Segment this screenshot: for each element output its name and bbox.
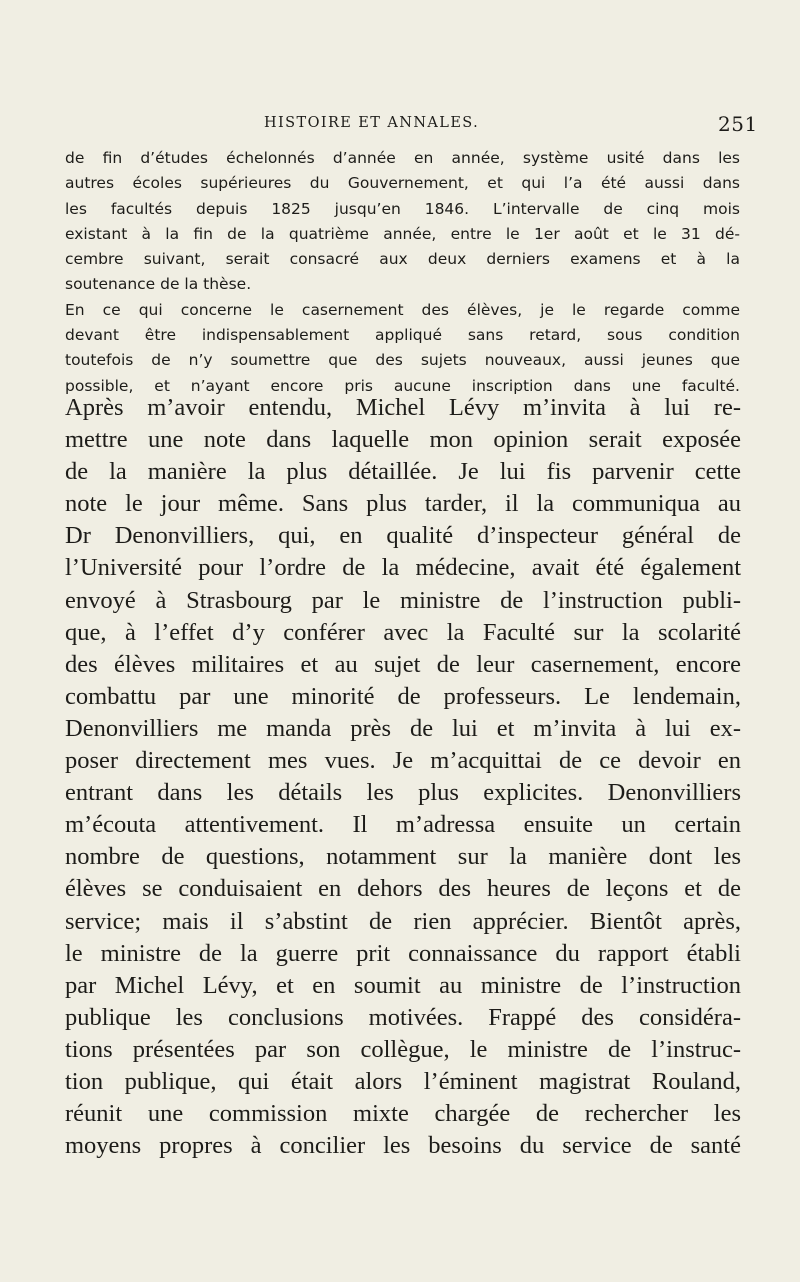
text-line: que, à l’effet d’y conférer avec la Faculté sur la scolarité [65, 618, 741, 646]
text-line: publique les conclusions motivées. Frappé des considéra- [65, 1003, 741, 1031]
text-line: les facultés depuis 1825 jusqu’en 1846. L’intervalle de cinq mois [65, 199, 740, 218]
text-line: par Michel Lévy, et en soumit au ministre de l’instruction [65, 971, 741, 999]
text-line: entrant dans les détails les plus explicites. Denonvilliers [65, 779, 741, 807]
text-line: des élèves militaires et au sujet de leur casernement, encore [65, 650, 741, 678]
text-line: l’Université pour l’ordre de la médecine, avait été également [65, 554, 741, 582]
main-paragraph [65, 392, 741, 1162]
text-line: existant à la fin de la quatrième année, entre le 1er août et le 31 dé- [65, 224, 740, 243]
text-line: tion publique, qui était alors l’éminent magistrat Rouland, [65, 1067, 741, 1095]
text-line: élèves se conduisaient en dehors des heures de leçons et de [65, 875, 741, 903]
running-title: HISTOIRE ET ANNALES. [264, 115, 480, 131]
text-line: moyens propres à concilier les besoins du service de santé [65, 1132, 741, 1160]
text-line: Après m’avoir entendu, Michel Lévy m’invita à lui re- [65, 394, 741, 421]
text-line: Denonvilliers me manda près de lui et m’invita à lui ex- [65, 714, 741, 742]
page-header [0, 112, 800, 139]
text-line: note le jour même. Sans plus tarder, il la communiqua au [65, 490, 741, 518]
text-line: devant être indispensablement appliqué sans retard, sous condition [65, 326, 740, 345]
text-line: toutefois de n’y soumettre que des sujets nouveaux, aussi jeunes que [65, 351, 740, 370]
small-print-section [65, 146, 740, 399]
text-line: mettre une note dans laquelle mon opinion serait exposée [65, 426, 741, 454]
text-line: le ministre de la guerre prit connaissance du rapport établi [65, 939, 741, 967]
text-line: Dr Denonvilliers, qui, en qualité d’inspecteur général de [65, 522, 741, 550]
text-line: nombre de questions, notamment sur la manière dont les [65, 843, 741, 871]
text-line: En ce qui concerne le casernement des élèves, je le regarde comme [65, 300, 740, 319]
text-line: soutenance de la thèse. [65, 275, 252, 294]
text-line: de fin d’études échelonnés d’année en année, système usité dans les [65, 149, 740, 167]
text-line: cembre suivant, serait consacré aux deux derniers examens et à la [65, 250, 740, 269]
text-line: tions présentées par son collègue, le ministre de l’instruc- [65, 1035, 741, 1063]
small-paragraph-1 [65, 146, 740, 298]
text-line: envoyé à Strasbourg par le ministre de l’instruction publi- [65, 586, 741, 614]
small-paragraph-2 [65, 298, 740, 399]
text-line: autres écoles supérieures du Gouvernement, et qui l’a été aussi dans [65, 174, 740, 193]
text-line: possible, et n’ayant encore pris aucune inscription dans une faculté. [65, 376, 740, 395]
text-line: poser directement mes vues. Je m’acquittai de ce devoir en [65, 747, 741, 775]
page-number: 251 [718, 112, 758, 136]
text-line: de la manière la plus détaillée. Je lui fis parvenir cette [65, 458, 741, 486]
text-line: m’écouta attentivement. Il m’adressa ensuite un certain [65, 811, 741, 839]
text-line: combattu par une minorité de professeurs. Le lendemain, [65, 682, 741, 710]
text-line: service; mais il s’abstint de rien apprécier. Bientôt après, [65, 907, 741, 935]
text-line: réunit une commission mixte chargée de rechercher les [65, 1100, 741, 1128]
